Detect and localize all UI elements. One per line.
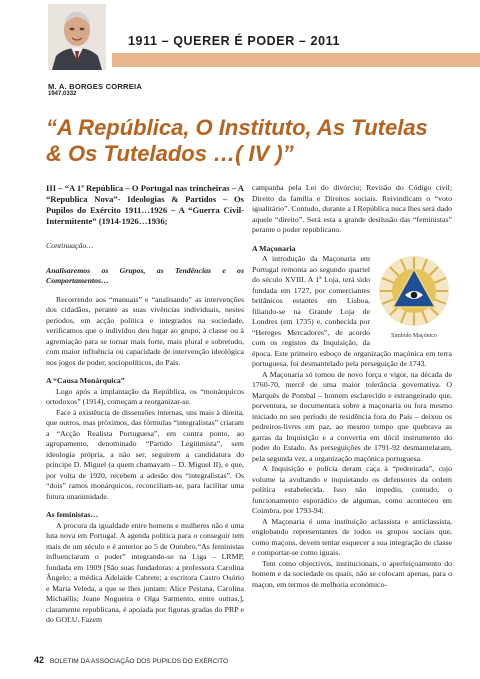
article-lead: III – “A 1ª República – O Portugal nas trincheiras – A “Republica Nova”- Ideologias & Partidos – Os Pupilos do Exército 1911…1926 – A “Guerra Civil-Intermitente” (1914-1926…1936;	[46, 183, 244, 226]
body-paragraph: A Maçonaria só tomou de novo força e vigor, na década de 1760-70, mercê de uma maior tolerância governativa. O Marquês de Pombal – homem esclarecido e estrangeirado que, porventura, se documentara sobre a maçonaria ou fora mesmo iniciado no seu período de residência fora do País – deixou os pedreiros-livres em paz, ao mesmo tempo que quebrava as garras da Inquisição e a convertia em dócil instrumento do poder do Estado. As perseguições de 1791-92 desmantelaram, pela segunda vez, a organização maçónica portuguesa.	[252, 369, 452, 463]
author-name: M. A. BORGES CORREIA	[48, 82, 143, 91]
body-paragraph: A Maçonaria é uma instituição aclassista e anticlassista, englobando representantes de todos os grupos sociais que, como maçons, devem tentar esquecer a sua integração de classe e comportar-se como iguais.	[252, 516, 452, 557]
column-right	[252, 183, 452, 590]
author-photo	[48, 4, 106, 70]
body-paragraph: Logo após a implantação da República, os “monárquicos ortodoxos” (1914), começam a reorganizar-se.	[46, 386, 244, 406]
masonic-symbol-icon	[377, 254, 451, 328]
page-header	[0, 0, 480, 70]
figure-caption: Símbolo Maçónico	[391, 332, 437, 339]
body-paragraph: A introdução da Maçonaria em Portugal remonta ao segundo quartel do século XVIII. A 1ª Loja, terá sido fundada em 1727, por comerciantes britânicos estantes em Lisboa, filiando-se na Grande Loja de Londres (em 1735) e, conhecida por “Hereges Mercadores”, de acordo com os registos da Inquisição, da época. Este primeiro esboço de organização maçónica em terra portuguesa, foi desmantelado pela perseguição de 1743.	[252, 254, 452, 368]
intro-paragraph: Analisaremos os Grupos, as Tendências e os Comportamentos…	[46, 265, 244, 285]
masonic-symbol-figure	[376, 254, 452, 340]
continuation-note: Continuação…	[46, 241, 94, 250]
body-paragraph: Face à existência de dissensões internas, uns mais à direita, que outros, mas próximos, das fórmulas “integralistas” criaram a “Acção Realista Portuguesa”, em contra ponto, ao agrupamento, denominado “Partido Legitimista”, sem ideologia própria, a não ser, seguirem a candidatura do príncipe D. Miguel (a quem chamavam – D. Miguel II), e que, por volta de 1920, recebem a adesão dos “integralistas”. Os “dois” ramos monárquicos, reconciliam-se, para facilitar uma futura unanimidade.	[46, 407, 244, 501]
subheading-maconaria: A Maçonaria	[252, 243, 296, 253]
body-paragraph: Tem como objectivos, institucionais, o aperfeiçoamento do homem e da sociedade os quais, não se colocam apenas, para o maçon, em termos de melhoria económico-	[252, 558, 452, 589]
section-title: 1911 – QUERER É PODER – 2011	[128, 34, 341, 48]
body-paragraph: A Inquisição e polícia deram caça à “pedreirada”, cujo volume ia avultando e inquietando os defensores da ordem política estabelecida. Isso não impediu, contudo, o funcionamento esporádico de algumas, como aconteceu em Coimbra, por 1793-94:	[252, 464, 452, 515]
page-footer	[34, 655, 228, 665]
subheading-causa-monarquica: A “Causa Monárquica”	[46, 376, 125, 385]
body-paragraph: Recorrendo aos “manuais” e “analisando” as intervenções dos cidadãos, perante as suas vivências individuais, nestes períodos, em acção política e integrados na sociedade, verificamos que o indivíduo deu lugar ao grupo, à classe ou à agremiação para se tornar mais forte, mais plural e sobretudo, com maior influência ou capacidade de intervenção ideológica nos jogos de poder, sociopolíticos, do País.	[46, 294, 244, 367]
publication-name: BOLETIM DA ASSOCIAÇÃO DOS PUPILOS DO EXÉRCITO	[49, 658, 229, 665]
body-paragraph: A procura da igualdade entre homens e mulheres não é uma luta nova em Portugal. A agenda política para o conseguir tem mais de um século e é anterior ao 5 de Outubro.“As feministas influenciaram o poder” integrando-se na Liga – LRMP, fundada em 1909 [São suas fundadoras: a professora Carolina Ângelo; a médica Adelaide Cabrete; a escritora Castro Osório e Maria Veleda, a que se lhes juntam: Alice Pestana, Carolina Michaëlis; Jeane Nogueira e Olga Sarmento, entre outras.], claramente republicana, é apoiada por figuras gradas do PRP e do GOLU. Fazem	[46, 520, 244, 624]
header-band	[112, 53, 480, 67]
subheading-feministas: As feministas…	[46, 510, 99, 519]
body-paragraph: campanha pela Lei do divórcio; Revisão do Código civil; Direito da família e Direitos sociais. Reivindicam o “voto igualitário”. Contudo, durante a I República nuca lhes será dado aquele “direito”. Será esta a grande desilusão das “feministas” perante o poder republicano.	[252, 183, 452, 234]
column-left	[46, 183, 244, 626]
page-number: 42	[34, 655, 45, 665]
article-title: “A República, O Instituto, As Tutelas & Os Tutelados …( IV )”	[46, 115, 428, 166]
author-id: 1947.0332	[48, 91, 77, 97]
